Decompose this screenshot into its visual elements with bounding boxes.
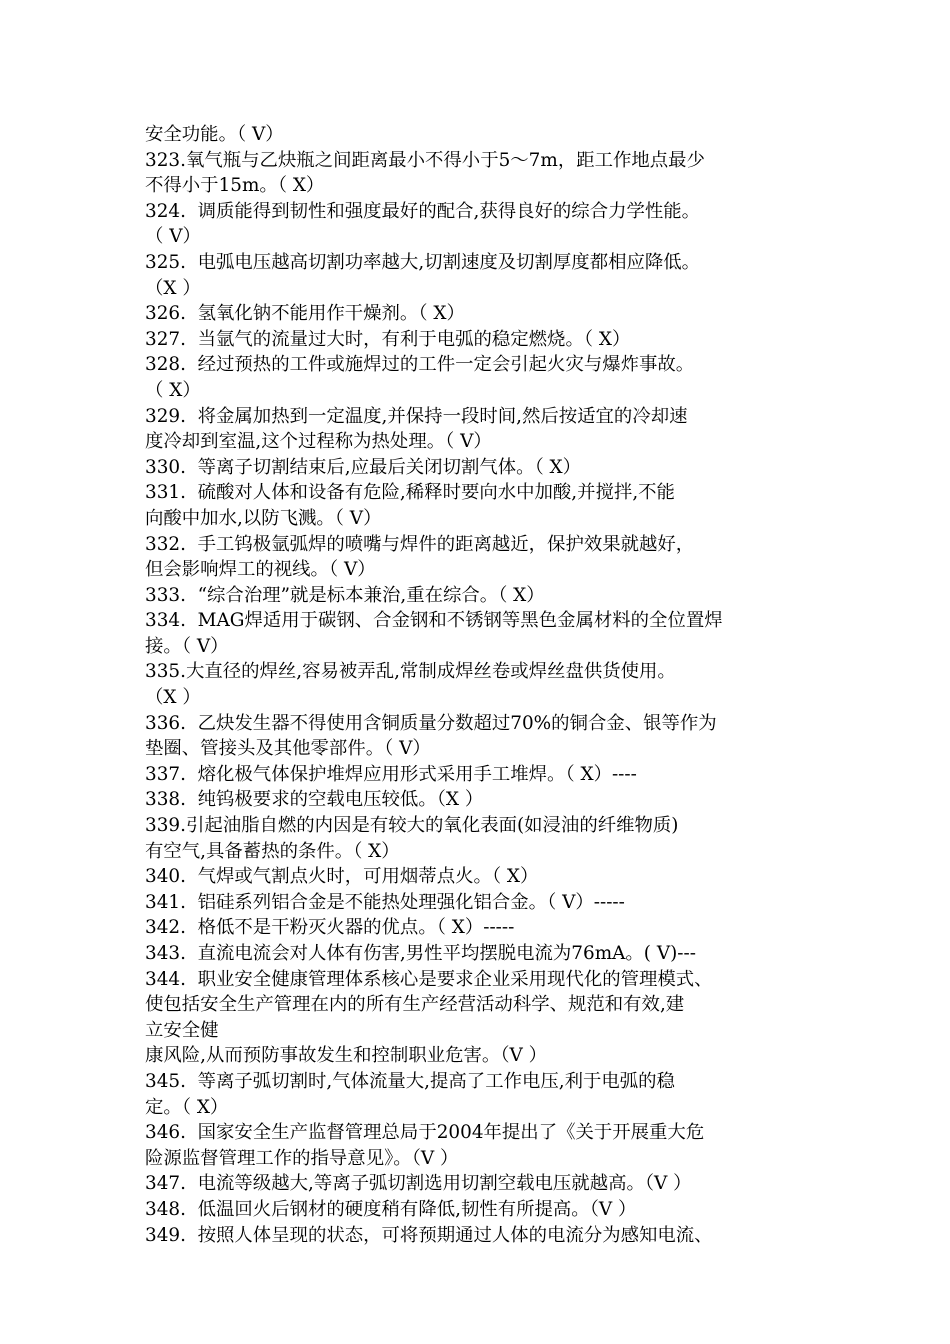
text-line: 342. 格低不是干粉灭火器的优点。（ X）-----: [145, 917, 515, 939]
text-line: 349. 按照人体呈现的状态，可将预期通过人体的电流分为感知电流、: [145, 1224, 713, 1246]
text-line: 但会影响焊工的视线。（ V）: [145, 559, 376, 581]
text-line: 333. “综合治理”就是标本兼治,重在综合。（ X）: [145, 584, 545, 606]
text-line: （ X）: [145, 379, 201, 401]
text-line: （ V）: [145, 226, 201, 248]
text-line: 339.引起油脂自燃的内因是有较大的氧化表面(如浸油的纤维物质): [145, 815, 679, 837]
text-line: 险源监督管理工作的指导意见》。（V ）: [145, 1147, 459, 1169]
text-line: 332. 手工钨极氩弧焊的喷嘴与焊件的距离越近，保护效果就越好，: [145, 533, 695, 555]
text-line: 329. 将金属加热到一定温度,并保持一段时间,然后按适宜的冷却速: [145, 405, 688, 427]
text-line: 326. 氢氧化钠不能用作干燥剂。（ X）: [145, 303, 465, 325]
text-line: （X ）: [145, 687, 201, 709]
text-line: 324. 调质能得到韧性和强度最好的配合,获得良好的综合力学性能。: [145, 200, 701, 222]
text-line: 338. 纯钨极要求的空载电压较低。（X ）: [145, 789, 484, 811]
text-line: 335.大直径的焊丝,容易被弄乱,常制成焊丝卷或焊丝盘供货使用。: [145, 661, 676, 683]
text-line: 定。（ X）: [145, 1096, 229, 1118]
text-line: 343. 直流电流会对人体有伤害,男性平均摆脱电流为76mA。( V)---: [145, 943, 696, 964]
text-line: 344. 职业安全健康管理体系核心是要求企业采用现代化的管理模式、: [145, 968, 713, 990]
text-line: 325. 电弧电压越高切割功率越大,切割速度及切割厚度都相应降低。: [145, 251, 701, 273]
text-line: 331. 硫酸对人体和设备有危险,稀释时要向水中加酸,并搅拌,不能: [145, 482, 675, 504]
text-line: （X ）: [145, 277, 201, 299]
text-line: 有空气,具备蓄热的条件。（ X）: [145, 840, 400, 862]
text-line: 度冷却到室温,这个过程称为热处理。（ V）: [145, 431, 492, 453]
text-line: 立安全健: [145, 1019, 219, 1041]
text-line: 不得小于15m。（ X）: [145, 175, 325, 197]
text-line: 安全功能。（ V）: [145, 124, 284, 145]
text-line: 向酸中加水,以防飞溅。（ V）: [145, 507, 382, 529]
document-page: [145, 122, 825, 1248]
text-line: 340. 气焊或气割点火时，可用烟蒂点火。（ X）: [145, 866, 539, 888]
text-line: 330. 等离子切割结束后,应最后关闭切割气体。（ X）: [145, 456, 582, 478]
text-line: 345. 等离子弧切割时,气体流量大,提高了工作电压,利于电弧的稳: [145, 1070, 675, 1092]
text-line: 垫圈、管接头及其他零部件。（ V）: [145, 738, 431, 760]
text-line: 接。（ V）: [145, 635, 229, 657]
text-line: 346. 国家安全生产监督管理总局于2004年提出了《关于开展重大危: [145, 1122, 705, 1144]
text-line: 使包括安全生产管理在内的所有生产经营活动科学、规范和有效,建: [145, 994, 685, 1016]
text-line: 347. 电流等级越大,等离子弧切割选用切割空载电压就越高。（V ）: [145, 1173, 692, 1195]
text-line: 337. 熔化极气体保护堆焊应用形式采用手工堆焊。（ X）----: [145, 763, 637, 785]
text-line: 334. MAG焊适用于碳钢、合金钢和不锈钢等黑色金属材料的全位置焊: [145, 610, 723, 632]
text-line: 341. 铝硅系列铝合金是不能热处理强化铝合金。（ V）-----: [145, 891, 625, 913]
text-line: 336. 乙炔发生器不得使用含铜质量分数超过70%的铜合金、银等作为: [145, 712, 717, 734]
text-line: 328. 经过预热的工件或施焊过的工件一定会引起火灾与爆炸事故。: [145, 354, 695, 376]
text-line: 327. 当氩气的流量过大时，有利于电弧的稳定燃烧。（ X）: [145, 328, 631, 350]
text-line: 康风险,从而预防事故发生和控制职业危害。（V ）: [145, 1045, 547, 1067]
text-line: 323.氧气瓶与乙炔瓶之间距离最小不得小于5～7m，距工作地点最少: [145, 149, 705, 171]
text-line: 348. 低温回火后钢材的硬度稍有降低,韧性有所提高。（V ）: [145, 1198, 637, 1220]
